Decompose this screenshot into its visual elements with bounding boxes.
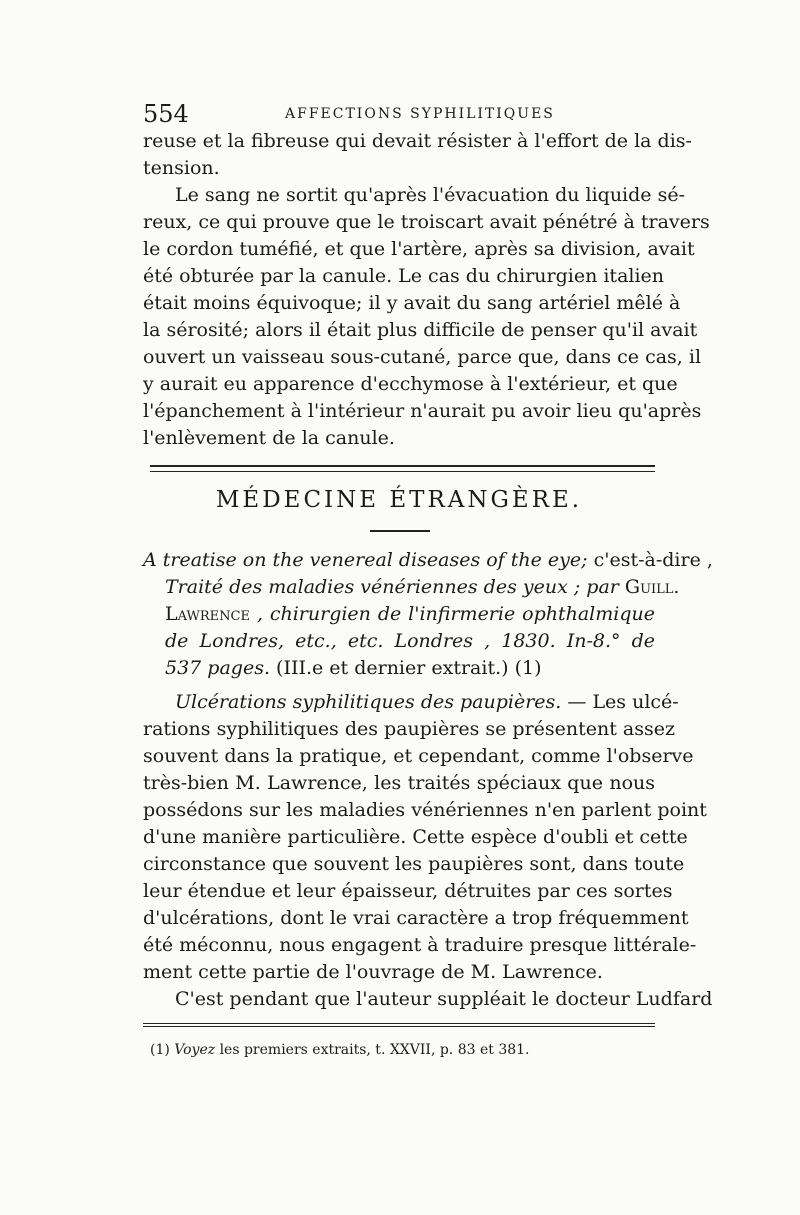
title-underline [370,530,430,532]
book-title-english: A treatise on the venereal diseases of the eye; [143,549,588,571]
citation-line-2: Traité des maladies vénériennes des yeux ; par Guill. [165,576,680,598]
body-line: C'est pendant que l'auteur suppléait le docteur Ludfard [175,988,713,1010]
body-line: très-bien M. Lawrence, les traités spéciaux que nous [143,772,655,794]
footnote-rule [143,1023,655,1024]
body-line: tension. [143,157,220,179]
body-line: été méconnu, nous engagent à traduire presque littérale- [143,934,697,956]
body-line: la sérosité; alors il était plus difficile de penser qu'il avait [143,319,698,341]
running-title: AFFECTIONS SYPHILITIQUES [285,106,555,122]
page-number: 554 [143,100,189,128]
footnote-marker: (1) [150,1042,170,1058]
body-line: d'ulcérations, dont le vrai caractère a trop fréquemment [143,907,689,929]
body-line: reuse et la fibreuse qui devait résister à l'effort de la dis- [143,130,692,152]
body-line: y aurait eu apparence d'ecchymose à l'extérieur, et que [143,373,678,395]
body-line: été obturée par la canule. Le cas du chirurgien italien [143,265,665,287]
body-line: l'enlèvement de la canule. [143,427,395,449]
body-line: d'une manière particulière. Cette espèce d'oubli et cette [143,826,688,848]
page-header [143,100,655,130]
citation-line-3: Lawrence , chirurgien de l'infirmerie ophthalmique [165,603,655,625]
body-line: leur étendue et leur épaisseur, détruites par ces sortes [143,880,673,902]
body-line: souvent dans la pratique, et cependant, comme l'observe [143,745,694,767]
body-line: Ulcérations syphilitiques des paupières. — Les ulcé- [175,691,679,713]
citation-line-4: de Londres, etc., etc. Londres , 1830. In-8.° de [165,630,655,652]
body-line: ouvert un vaisseau sous-cutané, parce que, dans ce cas, il [143,346,702,368]
footnote-rule-2 [143,1026,655,1027]
body-line: rations syphilitiques des paupières se présentent assez [143,718,675,740]
footnote: (1) Voyez les premiers extraits, t. XXVII, p. 83 et 381. [150,1042,530,1058]
section-rule-top [150,465,655,467]
citation-line-1: A treatise on the venereal diseases of the eye; c'est-à-dire , [143,549,713,571]
section-rule-top-thin [150,471,655,472]
body-line: le cordon tuméfié, et que l'artère, après sa division, avait [143,238,695,260]
body-line: était moins équivoque; il y avait du sang artériel mêlé à [143,292,681,314]
section-title: MÉDECINE ÉTRANGÈRE. [215,487,583,513]
citation-line-5: 537 pages. (III.e et dernier extrait.) (1) [165,657,542,679]
body-line: l'épanchement à l'intérieur n'aurait pu avoir lieu qu'après [143,400,702,422]
body-line: reux, ce qui prouve que le troiscart avait pénétré à travers [143,211,710,233]
body-line: possédons sur les maladies vénériennes n'en parlent point [143,799,707,821]
body-line: Le sang ne sortit qu'après l'évacuation du liquide sé- [175,184,685,206]
body-line: ment cette partie de l'ouvrage de M. Lawrence. [143,961,603,983]
body-line: circonstance que souvent les paupières sont, dans toute [143,853,685,875]
subsection-heading: Ulcérations syphilitiques des paupières. [175,691,562,713]
